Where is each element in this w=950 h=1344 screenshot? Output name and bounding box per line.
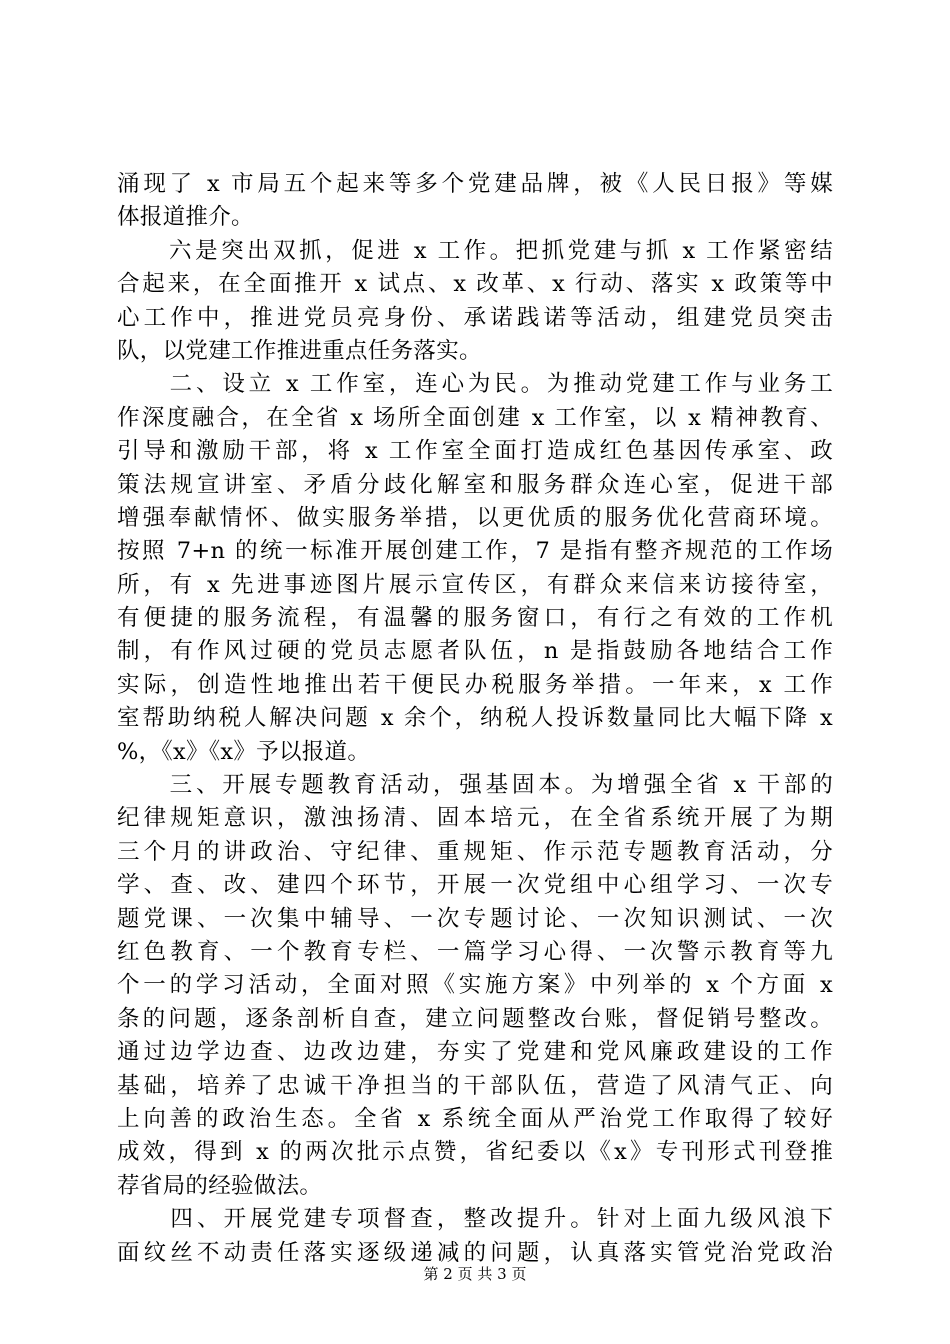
text-line: 二、设立 x 工作室，连心为民。为推动党建工作与业务工 [117,371,833,398]
page-footer: 第 2 页 共 3 页 [423,1265,527,1283]
text-line: 实际，创造性地推出若干便民办税服务举措。一年来，x 工作 [117,671,833,698]
text-line: 体报道推介。 [117,204,254,231]
text-line: 上向善的政治生态。全省 x 系统全面从严治党工作取得了较好 [117,1105,833,1132]
text-line: 个一的学习活动，全面对照《实施方案》中列举的 x 个方面 x [117,972,833,999]
text-line: 策法规宣讲室、矛盾分歧化解室和服务群众连心室，促进干部 [117,471,833,498]
text-line: 队，以党建工作推进重点任务落实。 [117,337,482,364]
text-line: 三、开展专题教育活动，强基固本。为增强全省 x 干部的 [117,772,833,799]
text-line: %，《x》《x》予以报道。 [117,738,371,765]
text-line: 荐省局的经验做法。 [117,1172,323,1199]
text-line: 学、查、改、建四个环节，开展一次党组中心组学习、一次专 [117,872,833,899]
text-line: 六是突出双抓，促进 x 工作。把抓党建与抓 x 工作紧密结 [117,237,833,264]
text-line: 心工作中，推进党员亮身份、承诺践诺等活动，组建党员突击 [117,304,833,331]
text-line: 制，有作风过硬的党员志愿者队伍，n 是指鼓励各地结合工作 [117,638,833,665]
text-line: 涌现了 x 市局五个起来等多个党建品牌，被《人民日报》等媒 [117,171,833,197]
text-line: 增强奉献情怀、做实服务举措，以更优质的服务优化营商环境。 [117,504,833,531]
text-line: 有便捷的服务流程，有温馨的服务窗口，有行之有效的工作机 [117,605,833,632]
text-line: 面纹丝不动责任落实逐级递减的问题，认真落实管党治党政治 [117,1239,833,1266]
body-text [117,168,833,1270]
text-line: 基础，培养了忠诚干净担当的干部队伍，营造了风清气正、向 [117,1072,833,1099]
text-line: 条的问题，逐条剖析自查，建立问题整改台账，督促销号整改。 [117,1005,833,1032]
text-line: 红色教育、一个教育专栏、一篇学习心得、一次警示教育等九 [117,938,833,965]
text-line: 作深度融合，在全省 x 场所全面创建 x 工作室，以 x 精神教育、 [117,404,833,431]
text-line: 引导和激励干部，将 x 工作室全面打造成红色基因传承室、政 [117,438,833,465]
text-line: 成效，得到 x 的两次批示点赞，省纪委以《x》专刊形式刊登推 [117,1139,833,1166]
text-line: 四、开展党建专项督查，整改提升。针对上面九级风浪下 [117,1206,833,1233]
text-line: 室帮助纳税人解决问题 x 余个，纳税人投诉数量同比大幅下降 x [117,705,833,732]
text-line: 通过边学边查、边改边建，夯实了党建和党风廉政建设的工作 [117,1039,833,1066]
text-line: 所，有 x 先进事迹图片展示宣传区，有群众来信来访接待室， [117,571,833,598]
text-line: 题党课、一次集中辅导、一次专题讨论、一次知识测试、一次 [117,905,833,932]
text-line: 合起来，在全面推开 x 试点、x 改革、x 行动、落实 x 政策等中 [117,271,833,298]
text-line: 按照 7+n 的统一标准开展创建工作，7 是指有整齐规范的工作场 [117,538,833,565]
text-line: 三个月的讲政治、守纪律、重规矩、作示范专题教育活动，分 [117,838,833,865]
text-line: 纪律规矩意识，激浊扬清、固本培元，在全省系统开展了为期 [117,805,833,832]
